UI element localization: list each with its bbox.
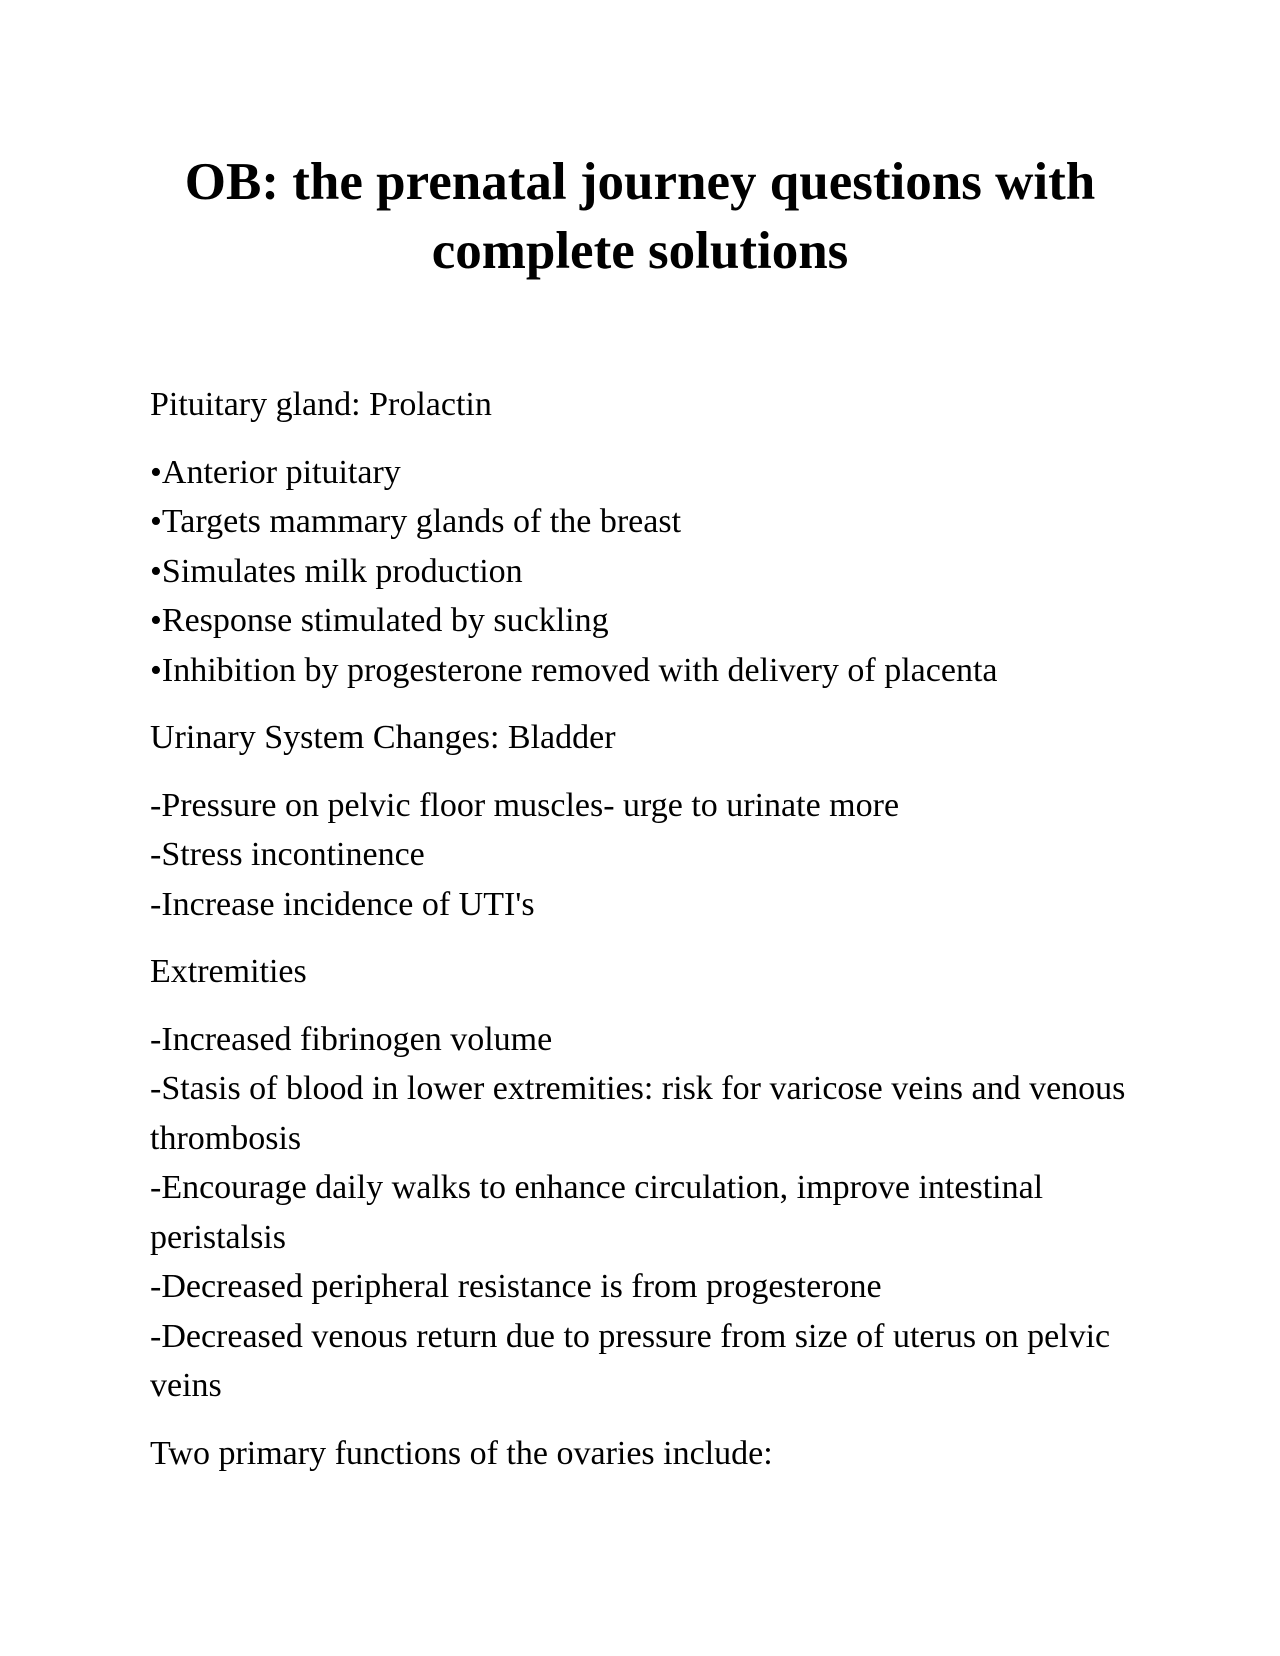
section-heading-prolactin: Pituitary gland: Prolactin xyxy=(150,386,492,423)
extremities-list xyxy=(150,1015,1140,1411)
list-item: -Increase incidence of UTI's xyxy=(150,885,535,923)
list-item: -Pressure on pelvic floor muscles- urge to urinate more xyxy=(150,786,900,824)
document-body xyxy=(150,380,1140,1496)
list-item: •Anterior pituitary xyxy=(150,453,401,491)
list-item: -Decreased peripheral resistance is from progesterone xyxy=(150,1268,882,1305)
section-heading-ovaries: Two primary functions of the ovaries include: xyxy=(150,1434,773,1472)
list-item: •Targets mammary glands of the breast xyxy=(150,503,682,540)
section-heading-extremities: Extremities xyxy=(150,953,307,990)
list-item: -Decreased venous return due to pressure from size of uterus on pelvic veins xyxy=(150,1317,1111,1404)
list-item: •Simulates milk production xyxy=(150,552,523,590)
list-item: -Encourage daily walks to enhance circulation, improve intestinal peristalsis xyxy=(150,1169,1044,1256)
urinary-list xyxy=(150,781,1140,930)
page-title xyxy=(150,148,1130,286)
list-item: -Stress incontinence xyxy=(150,836,425,873)
list-item: •Response stimulated by suckling xyxy=(150,602,609,639)
title-line-1: OB: the prenatal journey questions with xyxy=(184,153,1096,211)
list-item: •Inhibition by progesterone removed with delivery of placenta xyxy=(150,651,998,689)
list-item: -Stasis of blood in lower extremities: risk for varicose veins and venous thrombosis xyxy=(150,1070,1126,1157)
list-item: -Increased fibrinogen volume xyxy=(150,1020,553,1058)
prolactin-list xyxy=(150,448,1140,696)
title-line-2: complete solutions xyxy=(431,222,849,280)
section-heading-urinary: Urinary System Changes: Bladder xyxy=(150,719,616,756)
